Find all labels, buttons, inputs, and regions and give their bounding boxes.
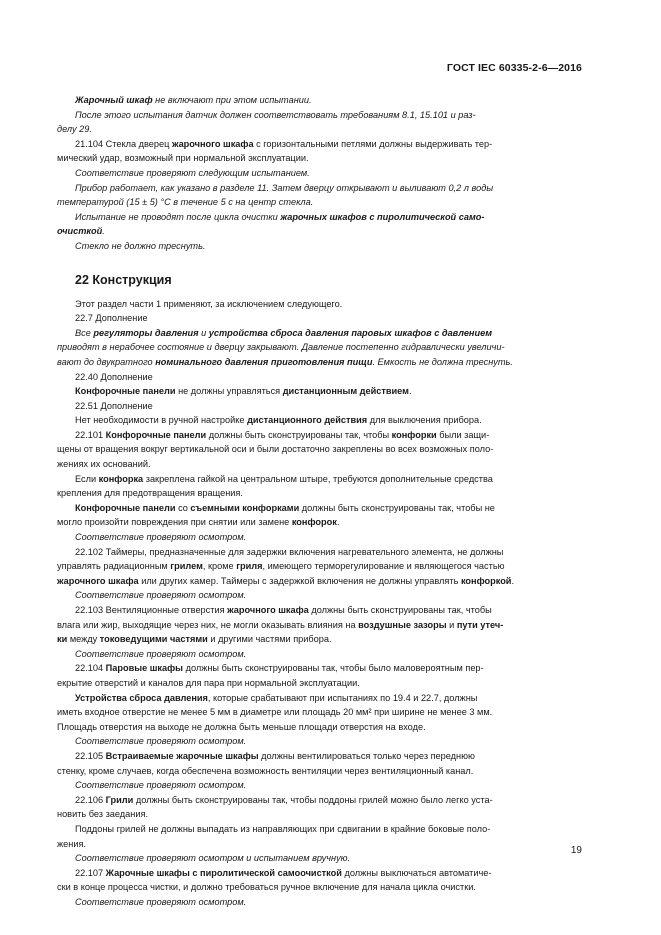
text-run: . [511,575,515,586]
paragraph [57,749,583,778]
text-run: 22 Конструкция [75,272,172,287]
document-body [57,93,583,909]
paragraph [57,297,583,312]
text-run: . [408,386,412,397]
text-run: закреплена гайкой на центральном штыре, требуются дополнительные средства крепления для предотвращения вращения. [57,473,493,499]
text-run: или других камер. Таймеры с задержкой включения не должны управлять [141,575,461,586]
text-run: Соответствие проверяют осмотром. [75,648,247,659]
term-bold: Встраиваемые жарочные шкафы [105,750,259,761]
text-run: между [69,634,100,645]
text-run: со [178,502,191,513]
paragraph [57,661,583,690]
text-run: приводят в нерабочее состояние и дверцу закрывают. Давление постепенно гидравлически увеличи- вают до двукратного [57,342,505,367]
term-bold: жарочного шкафа [227,605,309,615]
text-run: должны вентилироваться только через переднюю стенку, кроме случаев, когда обеспечена возможность вентиляции через вентиляционный канал. [57,750,475,776]
text-run: 22.101 [75,429,106,440]
text-run: и [449,619,457,630]
term-bold: устройства сброса давления паровых шкафов с давлением [208,327,493,338]
text-run: для выключения прибора. [369,415,482,426]
text-run: должны быть сконструированы так, чтобы было маловероятным пер- екрытие отверстий и каналов для пара при нормальной эксплуатации. [57,663,484,688]
paragraph [57,734,583,749]
text-run: 22.107 [75,867,106,878]
paragraph [57,822,583,851]
term-bold: Конфорочные панели [75,502,176,513]
page-number: 19 [570,845,582,856]
paragraph [57,472,583,501]
term-bold: Конфорочные панели [105,429,207,440]
text-run: 22.105 [75,750,106,761]
paragraph [57,895,583,910]
term-bold: дистанционным действием [282,386,409,397]
text-run: Прибор работает, как указано в разделе 11. Затем дверцу открывают и выливают 0,2 л воды температурой (15 ± 5) °С в течение 5 с на центр стекла. [57,182,494,208]
text-run: Соответствие проверяют осмотром. [75,736,247,747]
paragraph [57,384,583,399]
paragraph [57,778,583,793]
term-bold: Жарочные шкафы с пиролитической самоочисткой [105,867,342,878]
paragraph [57,851,583,866]
text-run: Испытание не проводят после цикла очистки [75,211,281,222]
paragraph [57,603,583,647]
term-bold: Жарочный шкаф [75,95,153,105]
text-run: Соответствие проверяют следующим испытанием. [75,167,310,178]
term-bold: конфорки [391,429,437,440]
text-run: 22.102 Таймеры, предназначенные для задержки включения нагревательного элемента, не должны управлять радиационным [57,546,504,572]
paragraph [57,530,583,545]
text-run: Если [75,473,99,484]
term-bold: Паровые шкафы [105,663,184,674]
text-run: должны быть сконструированы так, чтобы [208,429,392,440]
text-run: После этого испытания датчик должен соответствовать требованиям 8.1, 15.101 и раз- делу 29. [57,109,476,135]
paragraph [57,647,583,662]
term-bold: пути утеч- ки [57,619,504,645]
paragraph [57,181,583,210]
paragraph [57,166,583,181]
text-run: были защи- щены от вращения вокруг вертикальной оси и были достаточно закреплены во всех возможных поло- жениях их оснований. [57,429,494,470]
term-bold: жарочного шкафа [171,138,254,149]
paragraph [57,370,583,385]
paragraph [57,866,583,895]
term-bold: Устройства сброса давления [75,692,208,703]
term-bold: конфоркой [460,575,512,586]
text-run: 21.104 Стекла дверец [75,138,172,149]
term-bold: регуляторы давления [93,327,199,338]
text-run: . [102,226,105,237]
term-bold: гриля [236,561,263,572]
paragraph [57,545,583,589]
paragraph [57,326,583,370]
term-bold: конфорка [98,473,144,484]
text-run: и [201,327,209,338]
paragraph [57,428,583,472]
text-run: , которые срабатывают при испытаниях по 19.4 и 22.7, должны иметь входное отверстие не менее 5 мм в диаметре или площадь 20 мм² при ширине не менее 3 мм. Площадь отверстия на выходе не должна быть меньше площади отверстия на входе. [57,692,493,732]
term-bold: Конфорочные панели [75,386,176,397]
text-run: Стекло не должно треснуть. [75,240,206,251]
text-run: . [336,517,340,528]
text-run: должны быть сконструированы так, чтобы влага или жир, выходящие через них, не могли оказывать влияния на [57,605,492,630]
text-run: 22.51 Дополнение [75,400,153,411]
paragraph [57,793,583,822]
text-run: , кроме [202,561,237,572]
term-bold: жарочных шкафов с пиролитической само- очисткой [57,211,485,237]
paragraph [57,501,583,530]
text-run: 22.7 Дополнение [75,313,148,324]
text-run: 22.103 Вентиляционные отверстия [75,605,228,615]
term-bold: дистанционного действия [247,415,368,426]
term-bold: номинального давления приготовления пищи [155,356,373,367]
text-run: 22.104 [75,663,106,674]
paragraph [57,311,583,326]
text-run: 22.106 [75,794,106,805]
section-heading [75,271,583,289]
paragraph [57,399,583,414]
text-run: Соответствие проверяют осмотром. [75,532,247,543]
term-bold: конфорок [291,517,337,528]
paragraph [57,413,583,428]
paragraph [57,588,583,603]
text-run: не включают при этом испытании. [155,95,312,105]
paragraph [57,93,583,108]
term-bold: съемными конфорками [190,502,300,513]
term-bold: грилем [170,561,203,572]
text-run: Все [75,327,94,338]
text-run: Нет необходимости в ручной настройке [75,415,248,426]
term-bold: токоведущими частями [99,634,208,645]
paragraph [57,210,583,239]
text-run: Соответствие проверяют осмотром. [75,780,247,791]
paragraph [57,239,583,254]
text-run: должны быть сконструированы так, чтобы не могло произойти повреждения при снятии или замене [57,502,495,528]
text-run: Соответствие проверяют осмотром и испытанием вручную. [75,853,351,864]
term-bold: воздушные зазоры [358,619,447,630]
text-run: . Емкость не должна треснуть. [372,356,513,367]
text-run: с горизонтальными петлями должны выдерживать тер- мический удар, возможный при нормальной эксплуатации. [57,138,493,164]
paragraph [57,691,583,735]
page-header-standard-id: ГОСТ IEC 60335-2-6—2016 [446,62,582,74]
text-run: , имеющего терморегулирование и являющегося частью [262,561,505,572]
text-run: 22.40 Дополнение [75,371,153,382]
text-run: должны выключаться автоматиче- ски в конце процесса чистки, и должно требоваться ручное включение для начала цикла очистки. [57,867,492,893]
text-run: не должны управляться [178,386,283,397]
text-run: Соответствие проверяют осмотром. [75,590,247,601]
paragraph [57,108,583,137]
term-bold: жарочного шкафа [57,575,139,586]
text-run: Поддоны грилей не должны выпадать из направляющих при сдвигании в крайние боковые поло- жения. [57,823,491,849]
term-bold: Грили [105,794,134,805]
text-run: Соответствие проверяют осмотром. [75,896,247,907]
text-run: и другими частями прибора. [210,634,332,645]
paragraph [57,137,583,166]
text-run: должны быть сконструированы так, чтобы поддоны грилей можно было легко уста- новить без заедания. [57,794,493,820]
text-run: Этот раздел части 1 применяют, за исключением следующего. [75,298,343,309]
